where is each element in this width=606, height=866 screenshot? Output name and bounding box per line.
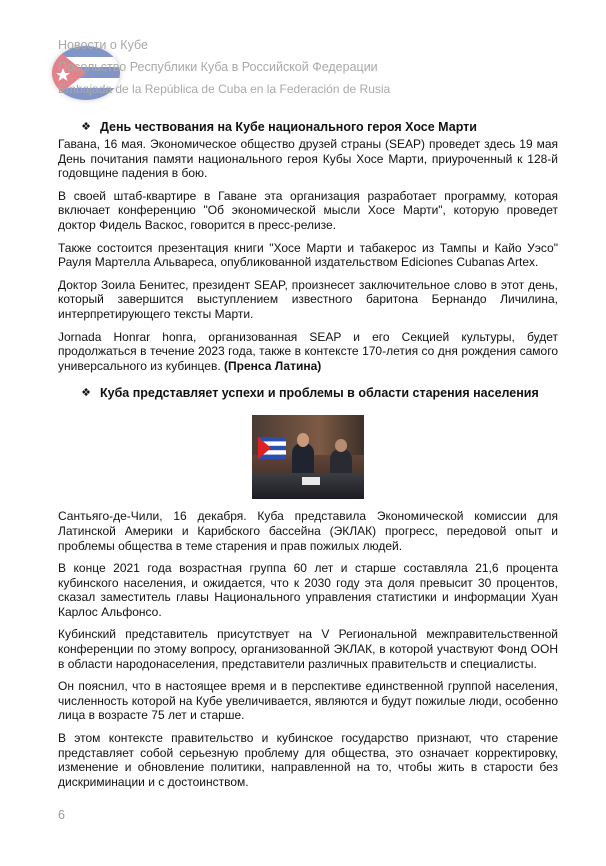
article-2-paragraph: В этом контексте правительство и кубинское государство признают, что старение представляет собой серьезную проблему для общества, это означает корректировку, изменение и обновление политики, направленной на то, чтобы жить в старости без дискриминации и с достоинством.: [58, 731, 558, 789]
article-1-paragraph: Гавана, 16 мая. Экономическое общество друзей страны (SEAP) проведет здесь 19 мая День почитания памяти национального героя Кубы Хосе Марти, приуроченный к 128-й годовщине падения в бою.: [58, 137, 558, 181]
article-1-source: (Пренса Латина): [224, 358, 322, 373]
cuban-flag-icon: [258, 437, 286, 459]
article-2-paragraph: В конце 2021 года возрастная группа 60 лет и старше составляла 21,6 процента кубинского населения, и ожидается, что к 2030 году эта доля превысит 30 процентов, сказал заместитель главы Национального управления статистики и информации Хуан Карлос Альфонсо.: [58, 561, 558, 619]
article-2-paragraph: Сантьяго-де-Чили, 16 декабря. Куба представила Экономической комиссии для Латинской Америки и Карибского бассейна (ЭКЛАК) прогресс, передовой опыт и проблемы общества в теме старения и прав пожилых людей.: [58, 509, 558, 553]
document-body: [58, 119, 558, 797]
article-2-title: [80, 385, 558, 401]
article-2-photo-container: [58, 415, 558, 499]
header-line-embassy-ru: Посольство Республики Куба в Российской Федерации: [58, 60, 378, 74]
article-2-paragraph: Он пояснил, что в настоящее время и в перспективе единственной группой населения, численность которой на Кубе увеличивается, являются и будут пожилые люди, особенно лица в возрасте 75 лет и старше.: [58, 679, 558, 723]
name-plate: [302, 477, 320, 485]
article-2-paragraph: Кубинский представитель присутствует на V Региональной межправительственной конференции по этому вопросу, организованной ЭКЛАК, в которой участвуют Фонд ООН в области народонаселения, представители различных правительств и специалисты.: [58, 627, 558, 671]
diamond-bullet-icon: ❖: [81, 121, 91, 133]
article-1-title: [80, 119, 558, 135]
header-line-news: Новости о Кубе: [58, 38, 148, 52]
article-1-paragraph-last: [58, 330, 558, 374]
page-number: 6: [58, 808, 65, 822]
article-1-paragraph-text: Jornada Honrar honra, организованная SEAP и его Секцией культуры, будет продолжаться в течение 2023 года, также в контексте 170-летия со дня рождения самого универсального из кубинцев.: [58, 329, 558, 373]
article-1-paragraph: В своей штаб-квартире в Гаване эта организация разработает программу, которая включает конференцию "Об экономической мысли Хосе Марти", которую проведет доктор Фидель Васкос, говорится в пресс-релизе.: [58, 188, 558, 232]
conference-photo: [252, 415, 364, 499]
article-1-title-text: День чествования на Кубе национального героя Хосе Марти: [100, 120, 477, 134]
document-header: [58, 34, 558, 100]
article-2-title-text: Куба представляет успехи и проблемы в области старения населения: [100, 386, 539, 401]
header-line-embassy-es: Embajada de la República de Cuba en la Federación de Rusia: [58, 82, 391, 96]
article-1-paragraph: Доктор Зоила Бенитес, президент SEAP, произнесет заключительное слово в этот день, который завершится выступлением известного баритона Бернандо Личилина, интерпретирующего тексты Марти.: [58, 277, 558, 321]
diamond-bullet-icon: ❖: [81, 387, 91, 400]
article-1-paragraph: Также состоится презентация книги "Хосе Марти и табакерос из Тампы и Кайо Уэсо" Рауля Мартелла Альвареса, опубликованной издательством Ediciones Cubanas Artex.: [58, 240, 558, 270]
